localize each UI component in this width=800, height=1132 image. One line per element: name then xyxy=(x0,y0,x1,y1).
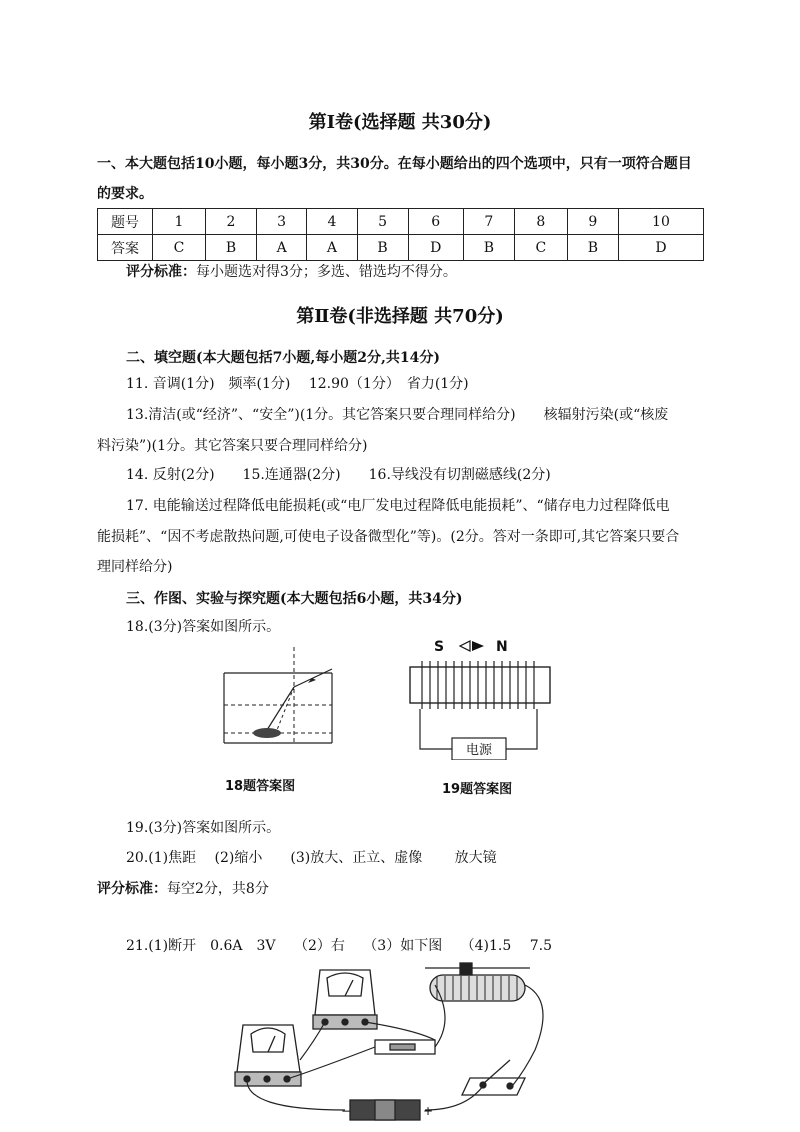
table-cell: A xyxy=(307,235,357,261)
answer-q11: 11. 音调(1分) 频率(1分) 12.90（1分） 省力(1分) xyxy=(126,376,469,392)
table-cell: C xyxy=(153,235,206,261)
table-cell: 2 xyxy=(205,209,256,235)
table-cell: B xyxy=(463,235,514,261)
table-cell: C xyxy=(514,235,567,261)
svg-text:+: + xyxy=(423,1104,434,1118)
table-row-numbers xyxy=(98,209,704,235)
grading-label: 评分标准： xyxy=(126,264,196,280)
part1-title: 第Ⅰ卷(选择题 共30分) xyxy=(308,112,492,133)
table-cell: B xyxy=(357,235,408,261)
answer-q21: 21.(1)断开 0.6A 3V （2）右 （3）如下图 （4)1.5 7.5 xyxy=(126,938,553,954)
ammeter xyxy=(235,1025,301,1086)
figure-18-refraction-diagram xyxy=(222,645,337,750)
table-cell: B xyxy=(205,235,256,261)
figure-19-caption: 19题答案图 xyxy=(442,782,513,797)
grading-text: 每小题选对得3分；多选、错选均不得分。 xyxy=(196,264,457,280)
answer-q13-line1: 13.清洁(或“经济”、“安全”)(1分。其它答案只要合理同样给分) 核辐射污染(或“核废 xyxy=(126,407,669,423)
battery xyxy=(341,1100,433,1120)
grading-text: 每空2分，共8分 xyxy=(167,881,269,897)
answer-q19: 19.(3分)答案如图所示。 xyxy=(126,820,281,836)
table-cell: 6 xyxy=(408,209,463,235)
answer-q17-line1: 17. 电能输送过程降低电能损耗(或“电厂发电过程降低电能损耗”、“储存电力过程降低电 xyxy=(126,498,670,514)
grading-label: 评分标准： xyxy=(97,881,167,897)
switch xyxy=(462,1060,525,1095)
table-cell: 1 xyxy=(153,209,206,235)
table-cell: D xyxy=(408,235,463,261)
answer-q18: 18.(3分)答案如图所示。 xyxy=(126,619,281,635)
rheostat xyxy=(425,963,530,1001)
answer-table xyxy=(97,208,704,261)
table-cell: A xyxy=(257,235,307,261)
grading-standard-1 xyxy=(126,262,457,282)
answer-q13-line2: 料污染”)(1分。其它答案只要合理同样给分) xyxy=(97,438,368,454)
voltmeter xyxy=(313,970,377,1029)
table-header-answer: 答案 xyxy=(98,235,153,261)
section3-heading: 三、作图、实验与探究题(本大题包括6小题，共34分) xyxy=(126,591,463,607)
answer-q20: 20.(1)焦距 (2)缩小 (3)放大、正立、虚像 放大镜 xyxy=(126,850,497,866)
table-cell: 3 xyxy=(257,209,307,235)
answer-q17-line3: 理同样给分) xyxy=(97,559,173,575)
answer-q17-line2: 能损耗”、“因不考虑散热问题,可使电子设备微型化”等)。(2分。答对一条即可,其它答案只要合 xyxy=(97,529,680,545)
magnet-n-label: N xyxy=(496,639,508,655)
figure-19-electromagnet-diagram xyxy=(400,635,560,760)
svg-text:−: − xyxy=(341,1104,352,1118)
grading-standard-2 xyxy=(97,879,269,899)
table-header-number: 题号 xyxy=(98,209,153,235)
figure-18-caption: 18题答案图 xyxy=(225,779,296,794)
table-cell: D xyxy=(618,235,703,261)
part2-title: 第Ⅱ卷(非选择题 共70分) xyxy=(296,306,504,327)
table-cell: 8 xyxy=(514,209,567,235)
table-cell: B xyxy=(567,235,618,261)
table-cell: 4 xyxy=(307,209,357,235)
part1-instruction-line1: 一、本大题包括10小题，每小题3分，共30分。在每小题给出的四个选项中，只有一项符合题目 xyxy=(97,156,692,172)
resistor xyxy=(375,1040,435,1054)
table-cell: 9 xyxy=(567,209,618,235)
table-cell: 10 xyxy=(618,209,703,235)
part1-instruction-line2: 的要求。 xyxy=(97,186,153,202)
section2-heading: 二、填空题(本大题包括7小题,每小题2分,共14分) xyxy=(126,350,440,366)
table-cell: 5 xyxy=(357,209,408,235)
table-cell: 7 xyxy=(463,209,514,235)
figure-21-circuit-diagram xyxy=(225,960,565,1130)
power-supply-label: 电源 xyxy=(465,743,493,758)
magnet-s-label: S xyxy=(434,639,445,655)
answer-q14-16: 14. 反射(2分) 15.连通器(2分) 16.导线没有切割磁感线(2分) xyxy=(126,467,551,483)
table-row-answers xyxy=(98,235,704,261)
